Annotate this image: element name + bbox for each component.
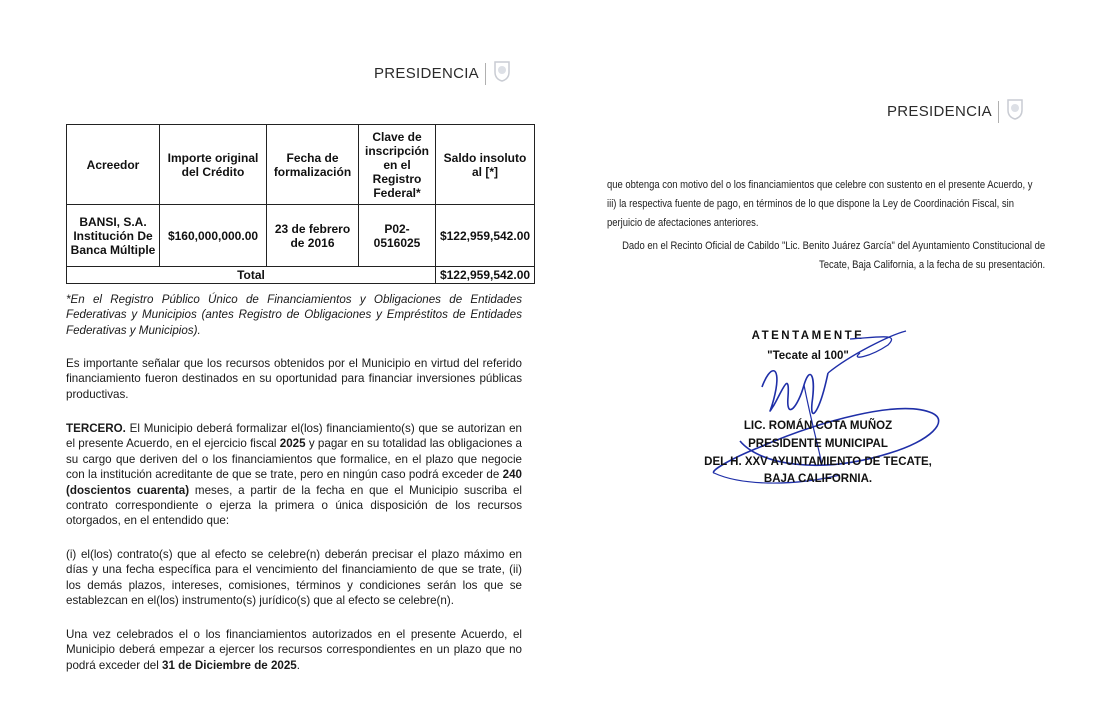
motto: "Tecate al 100": [767, 350, 849, 362]
municipal-seal-icon: [492, 60, 512, 87]
header-divider: [485, 63, 486, 85]
tercero-year: 2025: [279, 437, 306, 451]
final-text-2: .: [296, 658, 300, 672]
signatory-state: BAJA CALIFORNIA.: [763, 473, 873, 485]
total-value: $122,959,542.00: [436, 267, 535, 284]
tercero-text-2: y pagar en su totalidad las obligaciones a su cargo que deriven del o los financiamientos que formalice, en el plazo que negocie con la institución acreditante de que se trate, pero en ningún caso podrá exceder de: [66, 437, 522, 482]
cell-fecha: 23 de febrero de 2016: [267, 205, 359, 267]
paragraph-conditions: (i) el(los) contrato(s) que al efecto se celebre(n) deberán precisar el plazo máximo en días y una fecha específica para el vencimiento del financiamiento de que se trate, (ii) los demás plazos, intereses, comisiones, términos y condiciones serán los que se establezcan en el(los) instrumento(s) jurídico(s) que al efecto se celebre(n).: [66, 548, 522, 608]
signatory-title: PRESIDENTE MUNICIPAL: [748, 438, 888, 450]
right-header: [887, 98, 1025, 125]
col-clave: Clave de inscripción en el Registro Federal*: [359, 125, 436, 205]
table-header-row: [67, 125, 535, 205]
tercero-text-3: meses, a partir de la fecha en que el Municipio suscriba el contrato correspondiente o ejerza la primera o única disposición de los recursos otorgados, en el entendido que:: [66, 483, 522, 528]
signatory-name: LIC. ROMÁN COTA MUÑOZ: [743, 420, 893, 432]
credit-table: [66, 124, 535, 284]
cell-clave: P02-0516025: [359, 205, 436, 267]
cell-acreedor: BANSI, S.A. Institución De Banca Múltiple: [67, 205, 160, 267]
table-row: [67, 205, 535, 267]
final-text-1: Una vez celebrados el o los financiamientos autorizados en el presente Acuerdo, el Municipio deberá empezar a ejercer los recursos correspondientes en un plazo que no podrá exceder del: [66, 628, 522, 672]
header-title: PRESIDENCIA: [374, 65, 479, 82]
paragraph-tercero: [66, 421, 522, 529]
table-total-row: [67, 267, 535, 284]
col-saldo: Saldo insoluto al [*]: [436, 125, 535, 205]
signatory-organization: DEL H. XXV AYUNTAMIENTO DE TECATE,: [704, 456, 932, 468]
paragraph-continuation: que obtenga con motivo del o los financiamientos que celebre con sustento en el presente Acuerdo, y iii) la respectiva fuente de pago, en términos de lo que dispone la Ley de Coordinación Fiscal, sin perjuicio de afectaciones anteriores.: [607, 179, 1033, 229]
paragraph-dated: Dado en el Recinto Oficial de Cabildo "Lic. Benito Juárez García" del Ayuntamiento Constitucional de Tecate, Baja California, a la fecha de su presentación.: [622, 240, 1046, 271]
tercero-months: 240 (doscientos cuarenta): [66, 468, 522, 497]
cell-importe: $160,000,000.00: [160, 205, 267, 267]
atentamente-label: ATENTAMENTE: [751, 330, 865, 342]
total-label: Total: [67, 267, 436, 284]
left-header: [374, 60, 512, 87]
paragraph-resources: Es importante señalar que los recursos obtenidos por el Municipio en virtud del referido financiamiento fueron destinados en su oportunidad para financiar inversiones públicas productivas.: [66, 357, 522, 401]
tercero-text-1: El Municipio deberá formalizar el(los) financiamiento(s) que se autorizan en el presente Acuerdo, en el ejercicio fiscal: [66, 422, 522, 451]
paragraph-deadline: [66, 627, 522, 673]
col-acreedor: Acreedor: [67, 125, 160, 205]
col-importe: Importe original del Crédito: [160, 125, 267, 205]
final-date: 31 de Diciembre de 2025: [162, 658, 297, 672]
tercero-label: TERCERO.: [66, 422, 126, 435]
registry-footnote: *En el Registro Público Único de Financiamientos y Obligaciones de Entidades Federativas y Municipios (antes Registro de Obligaciones y Empréstitos de Entidades Federativas y Municipios).: [66, 293, 522, 337]
municipal-seal-icon: [1005, 98, 1025, 125]
header-divider: [998, 101, 999, 123]
header-title: PRESIDENCIA: [887, 103, 992, 120]
col-fecha: Fecha de formalización: [267, 125, 359, 205]
cell-saldo: $122,959,542.00: [436, 205, 535, 267]
